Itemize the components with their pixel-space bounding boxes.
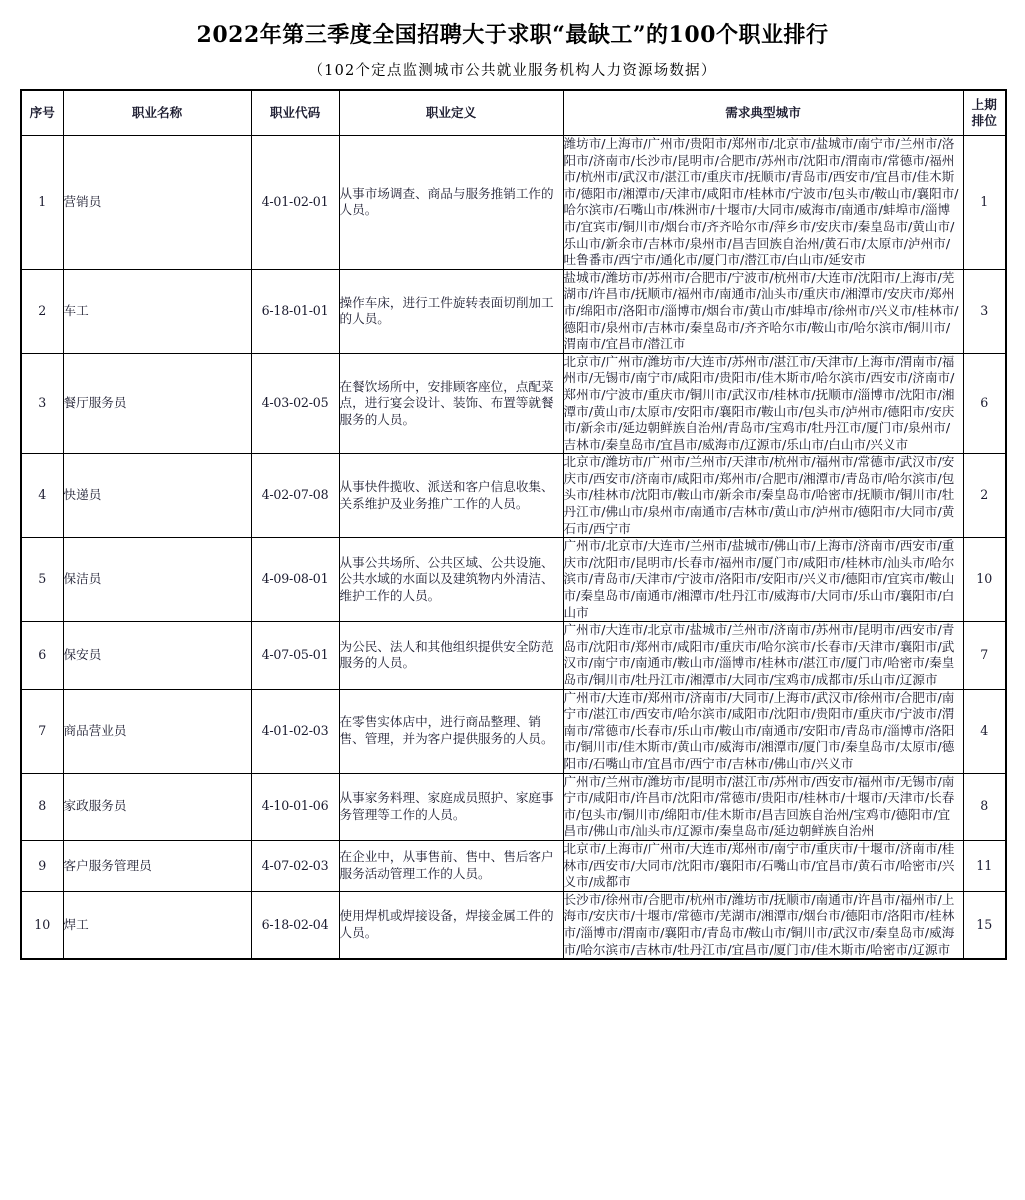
table-row — [21, 136, 1006, 270]
cell-index: 10 — [21, 891, 63, 959]
page-subtitle: （102个定点监测城市公共就业服务机构人力资源场数据） — [308, 63, 717, 79]
column-header-index: 序号 — [21, 90, 63, 136]
cell-occupation-name: 保安员 — [63, 622, 251, 689]
cell-occupation-name: 保洁员 — [63, 538, 251, 622]
cell-demand-cities: 潍坊市/上海市/广州市/贵阳市/郑州市/北京市/盐城市/南宁市/兰州市/洛阳市/济南市/长沙市/昆明市/合肥市/苏州市/沈阳市/渭南市/常德市/福州市/杭州市/武汉市/湛江市/重庆市/抚顺市/青岛市/西安市/宜昌市/佳木斯市/德阳市/湘潭市/天津市/咸阳市/桂林市/宁波市/包头市/鞍山市/襄阳市/哈尔滨市/石嘴山市/株洲市/十堰市/大同市/威海市/南通市/蚌埠市/淄博市/宜宾市/铜川市/烟台市/齐齐哈尔市/萍乡市/安庆市/秦皇岛市/黄山市/乐山市/新余市/吉林市/泉州市/昌吉回族自治州/黄石市/太原市/泸州市/吐鲁番市/西宁市/通化市/厦门市/潜江市/白山市/延安市 — [563, 136, 963, 270]
cell-occupation-code: 4-03-02-05 — [251, 353, 339, 454]
page-title: 2022年第三季度全国招聘大于求职“最缺工”的100个职业排行 — [196, 22, 829, 48]
cell-demand-cities: 北京市/潍坊市/广州市/兰州市/天津市/杭州市/福州市/常德市/武汉市/安庆市/西安市/济南市/咸阳市/郑州市/合肥市/湘潭市/青岛市/哈尔滨市/包头市/桂林市/沈阳市/鞍山市/新余市/秦皇岛市/哈密市/抚顺市/铜川市/牡丹江市/佛山市/泉州市/南通市/吉林市/黄山市/泸州市/德阳市/大同市/黄石市/西宁市 — [563, 454, 963, 538]
table-row — [21, 269, 1006, 353]
cell-occupation-code: 4-10-01-06 — [251, 773, 339, 840]
cell-index: 1 — [21, 136, 63, 270]
cell-demand-cities: 长沙市/徐州市/合肥市/杭州市/潍坊市/抚顺市/南通市/许昌市/福州市/上海市/安庆市/十堰市/常德市/芜湖市/湘潭市/烟台市/德阳市/洛阳市/桂林市/淄博市/渭南市/襄阳市/青岛市/鞍山市/铜川市/武汉市/秦皇岛市/威海市/哈尔滨市/吉林市/牡丹江市/宜昌市/厦门市/佳木斯市/哈密市/辽源市 — [563, 891, 963, 959]
cell-occupation-code: 4-07-02-03 — [251, 840, 339, 891]
cell-previous-rank: 15 — [963, 891, 1006, 959]
cell-definition: 在餐饮场所中，安排顾客座位，点配菜点，进行宴会设计、装饰、布置等就餐服务的人员。 — [339, 353, 563, 454]
occupation-ranking-table — [20, 89, 1007, 960]
cell-index: 5 — [21, 538, 63, 622]
cell-previous-rank: 2 — [963, 454, 1006, 538]
cell-demand-cities: 广州市/北京市/大连市/兰州市/盐城市/佛山市/上海市/济南市/西安市/重庆市/沈阳市/昆明市/长春市/福州市/厦门市/咸阳市/桂林市/汕头市/哈尔滨市/青岛市/天津市/宁波市/洛阳市/安阳市/兴义市/德阳市/宜宾市/鞍山市/秦皇岛市/南通市/湘潭市/牡丹江市/威海市/大同市/乐山市/襄阳市/白山市 — [563, 538, 963, 622]
cell-definition: 操作车床，进行工件旋转表面切削加工的人员。 — [339, 269, 563, 353]
cell-demand-cities: 广州市/兰州市/潍坊市/昆明市/湛江市/苏州市/西安市/福州市/无锡市/南宁市/咸阳市/许昌市/沈阳市/常德市/贵阳市/桂林市/十堰市/天津市/长春市/包头市/铜川市/绵阳市/佳木斯市/昌吉回族自治州/宝鸡市/德阳市/宜昌市/佛山市/汕头市/辽源市/秦皇岛市/延边朝鲜族自治州 — [563, 773, 963, 840]
cell-previous-rank: 6 — [963, 353, 1006, 454]
cell-occupation-code: 4-07-05-01 — [251, 622, 339, 689]
cell-definition: 从事公共场所、公共区域、公共设施、公共水域的水面以及建筑物内外清洁、维护工作的人员。 — [339, 538, 563, 622]
cell-definition: 使用焊机或焊接设备，焊接金属工件的人员。 — [339, 891, 563, 959]
cell-previous-rank: 7 — [963, 622, 1006, 689]
cell-occupation-name: 车工 — [63, 269, 251, 353]
cell-occupation-name: 家政服务员 — [63, 773, 251, 840]
cell-demand-cities: 广州市/大连市/北京市/盐城市/兰州市/济南市/苏州市/昆明市/西安市/青岛市/沈阳市/郑州市/咸阳市/重庆市/哈尔滨市/长春市/天津市/襄阳市/武汉市/南宁市/南通市/鞍山市/淄博市/桂林市/湛江市/厦门市/哈密市/秦皇岛市/铜川市/牡丹江市/湘潭市/大同市/宝鸡市/成都市/乐山市/辽源市 — [563, 622, 963, 689]
cell-previous-rank: 4 — [963, 689, 1006, 773]
table-row — [21, 622, 1006, 689]
cell-demand-cities: 北京市/广州市/潍坊市/大连市/苏州市/湛江市/天津市/上海市/渭南市/福州市/无锡市/南宁市/咸阳市/贵阳市/佳木斯市/哈尔滨市/西安市/济南市/郑州市/宁波市/重庆市/铜川市/武汉市/桂林市/抚顺市/淄博市/沈阳市/湘潭市/黄山市/太原市/安阳市/襄阳市/鞍山市/包头市/泸州市/德阳市/安庆市/新余市/延边朝鲜族自治州/青岛市/宝鸡市/牡丹江市/厦门市/泉州市/吉林市/秦皇岛市/宜昌市/威海市/辽源市/乐山市/白山市/兴义市 — [563, 353, 963, 454]
cell-occupation-code: 4-01-02-03 — [251, 689, 339, 773]
cell-previous-rank: 8 — [963, 773, 1006, 840]
table-header — [21, 90, 1006, 136]
cell-occupation-name: 快递员 — [63, 454, 251, 538]
cell-occupation-code: 4-02-07-08 — [251, 454, 339, 538]
cell-occupation-name: 焊工 — [63, 891, 251, 959]
cell-index: 6 — [21, 622, 63, 689]
table-row — [21, 891, 1006, 959]
cell-demand-cities: 盐城市/潍坊市/苏州市/合肥市/宁波市/杭州市/大连市/沈阳市/上海市/芜湖市/许昌市/抚顺市/福州市/南通市/汕头市/重庆市/湘潭市/安庆市/郑州市/绵阳市/洛阳市/淄博市/烟台市/黄山市/蚌埠市/徐州市/兴义市/桂林市/德阳市/泉州市/吉林市/秦皇岛市/齐齐哈尔市/鞍山市/哈尔滨市/铜川市/渭南市/宜昌市/潜江市 — [563, 269, 963, 353]
column-header-cities: 需求典型城市 — [563, 90, 963, 136]
cell-occupation-code: 6-18-01-01 — [251, 269, 339, 353]
cell-index: 7 — [21, 689, 63, 773]
table-row — [21, 840, 1006, 891]
cell-index: 9 — [21, 840, 63, 891]
table-row — [21, 773, 1006, 840]
column-header-previous-rank-line2: 排位 — [971, 113, 997, 128]
cell-definition: 为公民、法人和其他组织提供安全防范服务的人员。 — [339, 622, 563, 689]
cell-definition: 在零售实体店中，进行商品整理、销售、管理，并为客户提供服务的人员。 — [339, 689, 563, 773]
column-header-code: 职业代码 — [251, 90, 339, 136]
cell-demand-cities: 广州市/大连市/郑州市/济南市/大同市/上海市/武汉市/徐州市/合肥市/南宁市/湛江市/西安市/哈尔滨市/咸阳市/沈阳市/贵阳市/重庆市/宁波市/渭南市/常德市/长春市/乐山市/鞍山市/南通市/安阳市/青岛市/淄博市/洛阳市/铜川市/佳木斯市/黄山市/威海市/湘潭市/厦门市/秦皇岛市/太原市/德阳市/石嘴山市/宜昌市/西宁市/吉林市/佛山市/兴义市 — [563, 689, 963, 773]
cell-occupation-name: 客户服务管理员 — [63, 840, 251, 891]
cell-occupation-name: 餐厅服务员 — [63, 353, 251, 454]
cell-index: 4 — [21, 454, 63, 538]
cell-index: 8 — [21, 773, 63, 840]
table-row — [21, 538, 1006, 622]
cell-definition: 从事市场调查、商品与服务推销工作的人员。 — [339, 136, 563, 270]
table-row — [21, 689, 1006, 773]
cell-definition: 从事家务料理、家庭成员照护、家庭事务管理等工作的人员。 — [339, 773, 563, 840]
cell-occupation-code: 4-09-08-01 — [251, 538, 339, 622]
cell-occupation-name: 商品营业员 — [63, 689, 251, 773]
cell-occupation-name: 营销员 — [63, 136, 251, 270]
cell-demand-cities: 北京市/上海市/广州市/大连市/郑州市/南宁市/重庆市/十堰市/济南市/桂林市/西安市/大同市/沈阳市/襄阳市/石嘴山市/宜昌市/黄石市/哈密市/兴义市/成都市 — [563, 840, 963, 891]
table-header-row — [21, 90, 1006, 136]
column-header-previous-rank-line1: 上期 — [971, 97, 997, 112]
cell-previous-rank: 10 — [963, 538, 1006, 622]
cell-index: 3 — [21, 353, 63, 454]
cell-definition: 从事快件揽收、派送和客户信息收集、关系维护及业务推广工作的人员。 — [339, 454, 563, 538]
column-header-definition: 职业定义 — [339, 90, 563, 136]
cell-occupation-code: 4-01-02-01 — [251, 136, 339, 270]
cell-index: 2 — [21, 269, 63, 353]
cell-occupation-code: 6-18-02-04 — [251, 891, 339, 959]
cell-previous-rank: 3 — [963, 269, 1006, 353]
cell-definition: 在企业中，从事售前、售中、售后客户服务活动管理工作的人员。 — [339, 840, 563, 891]
column-header-previous-rank — [963, 90, 1006, 136]
cell-previous-rank: 1 — [963, 136, 1006, 270]
column-header-name: 职业名称 — [63, 90, 251, 136]
cell-previous-rank: 11 — [963, 840, 1006, 891]
table-body — [21, 136, 1006, 960]
table-row — [21, 353, 1006, 454]
table-row — [21, 454, 1006, 538]
